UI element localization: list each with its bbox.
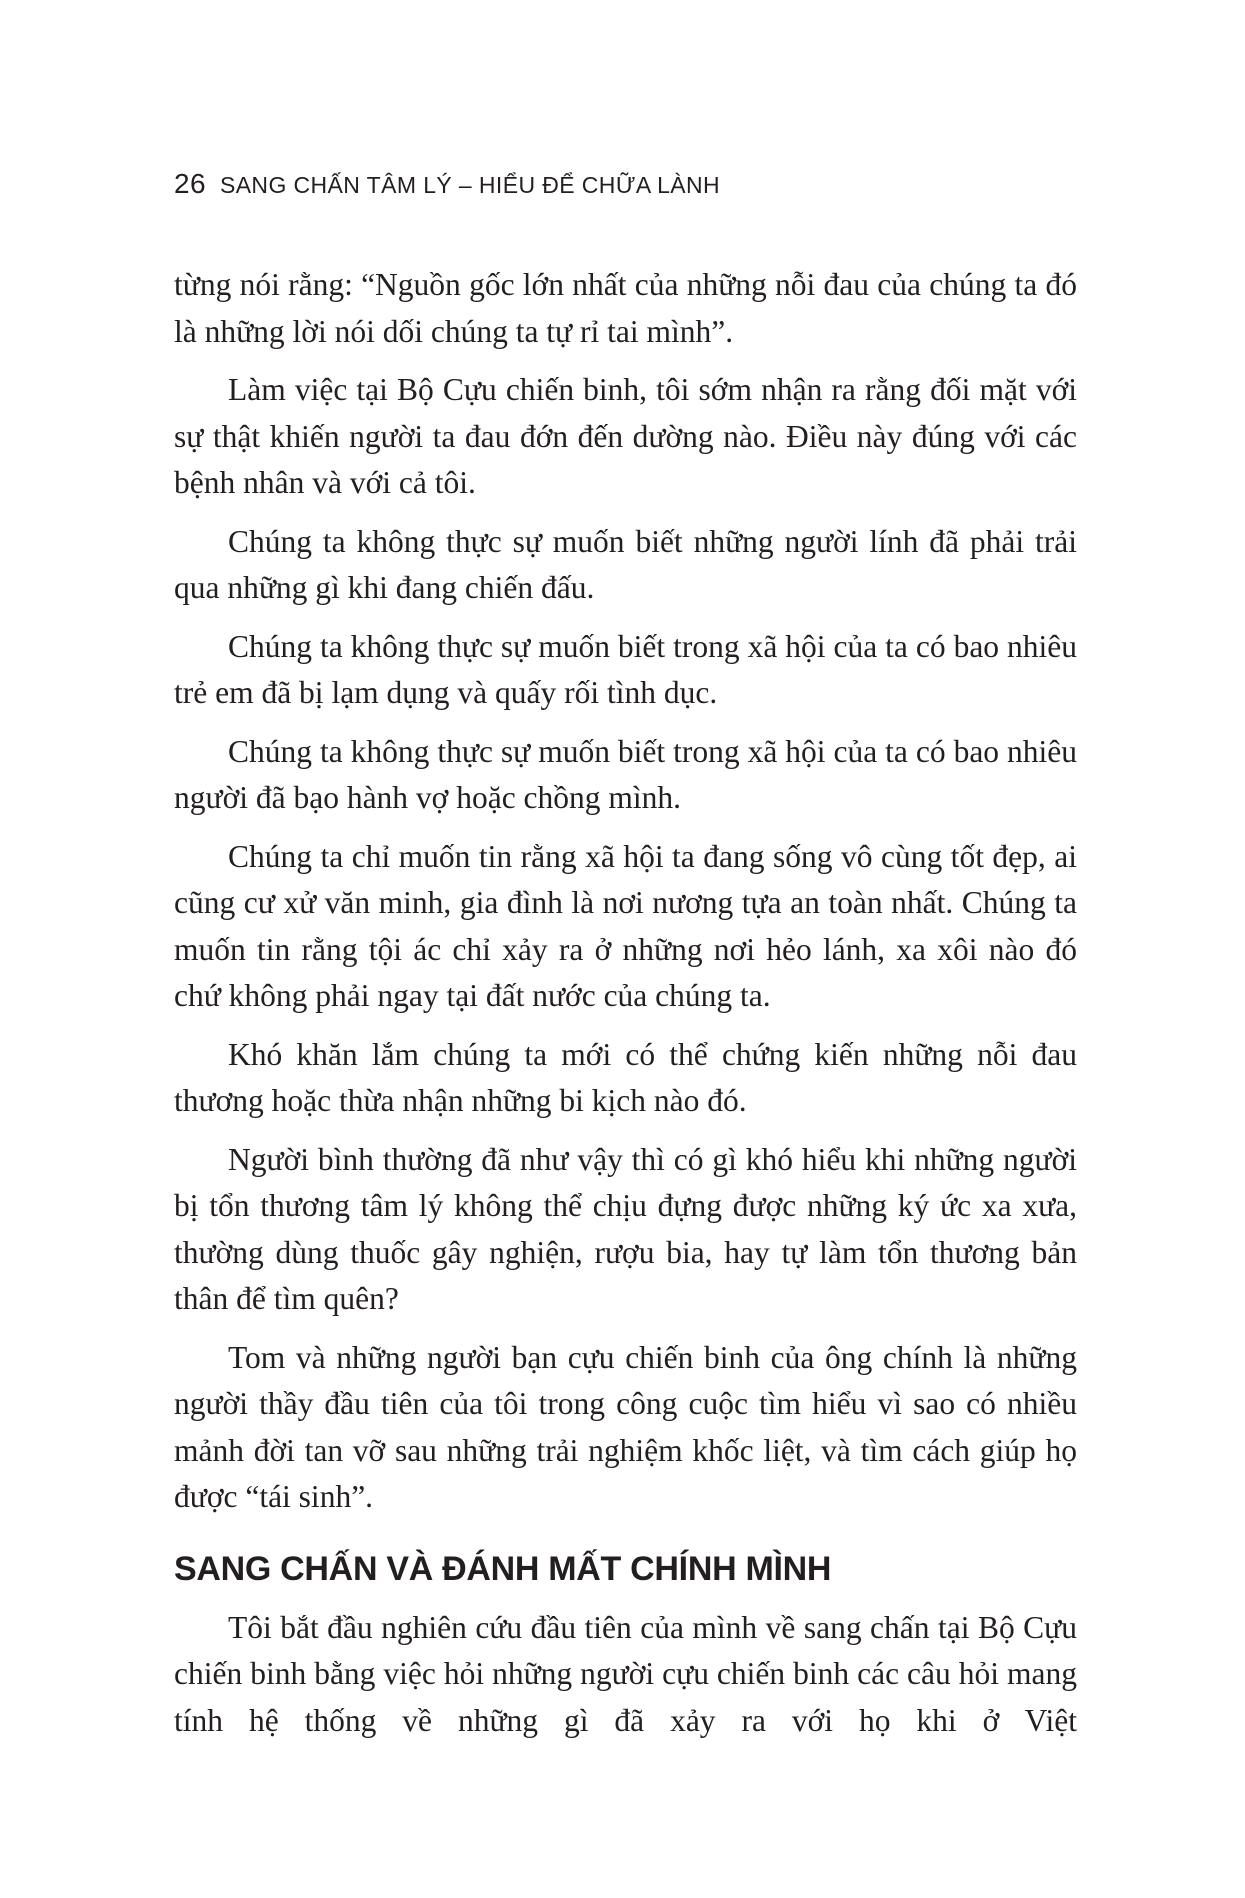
paragraph: Chúng ta không thực sự muốn biết trong xã hội của ta có bao nhiêu người đã bạo hành vợ hoặc chồng mình. [174, 733, 1077, 815]
paragraph: Làm việc tại Bộ Cựu chiến binh, tôi sớm nhận ra rằng đối mặt với sự thật khiến người ta đau đớn đến dường nào. Điều này đúng với các bệnh nhân và với cả tôi. [174, 372, 1077, 500]
paragraph: Chúng ta không thực sự muốn biết những người lính đã phải trải qua những gì khi đang chiến đấu. [174, 523, 1077, 605]
paragraph: từng nói rằng: “Nguồn gốc lớn nhất của những nỗi đau của chúng ta đó là những lời nói dối chúng ta tự rỉ tai mình”. [174, 267, 1077, 349]
paragraph: Tôi bắt đầu nghiên cứu đầu tiên của mình về sang chấn tại Bộ Cựu chiến binh bằng việc hỏi những người cựu chiến binh các câu hỏi mang tính hệ thống về những gì đã xảy ra với họ khi ở Việt [174, 1609, 1077, 1738]
body-text [174, 262, 1077, 1756]
running-header [174, 168, 720, 200]
paragraph: Tom và những người bạn cựu chiến binh của ông chính là những người thầy đầu tiên của tôi trong công cuộc tìm hiểu vì sao có nhiều mảnh đời tan vỡ sau những trải nghiệm khốc liệt, và tìm cách giúp họ được “tái sinh”. [174, 1339, 1077, 1514]
paragraph: Chúng ta không thực sự muốn biết trong xã hội của ta có bao nhiêu trẻ em đã bị lạm dụng và quấy rối tình dục. [174, 628, 1077, 710]
section-heading: SANG CHẤN VÀ ĐÁNH MẤT CHÍNH MÌNH [174, 1549, 832, 1588]
paragraph: Khó khăn lắm chúng ta mới có thể chứng kiến những nỗi đau thương hoặc thừa nhận những bi kịch nào đó. [174, 1036, 1077, 1118]
page-number: 26 [174, 168, 206, 199]
running-title: SANG CHẤN TÂM LÝ – HIỂU ĐỂ CHỮA LÀNH [219, 172, 721, 198]
paragraph: Người bình thường đã như vậy thì có gì khó hiểu khi những người bị tổn thương tâm lý không thể chịu đựng được những ký ức xa xưa, thường dùng thuốc gây nghiện, rượu bia, hay tự làm tổn thương bản thân để tìm quên? [174, 1141, 1077, 1316]
paragraph: Chúng ta chỉ muốn tin rằng xã hội ta đang sống vô cùng tốt đẹp, ai cũng cư xử văn minh, gia đình là nơi nương tựa an toàn nhất. Chúng ta muốn tin rằng tội ác chỉ xảy ra ở những nơi hẻo lánh, xa xôi nào đó chứ không phải ngay tại đất nước của chúng ta. [174, 838, 1077, 1013]
